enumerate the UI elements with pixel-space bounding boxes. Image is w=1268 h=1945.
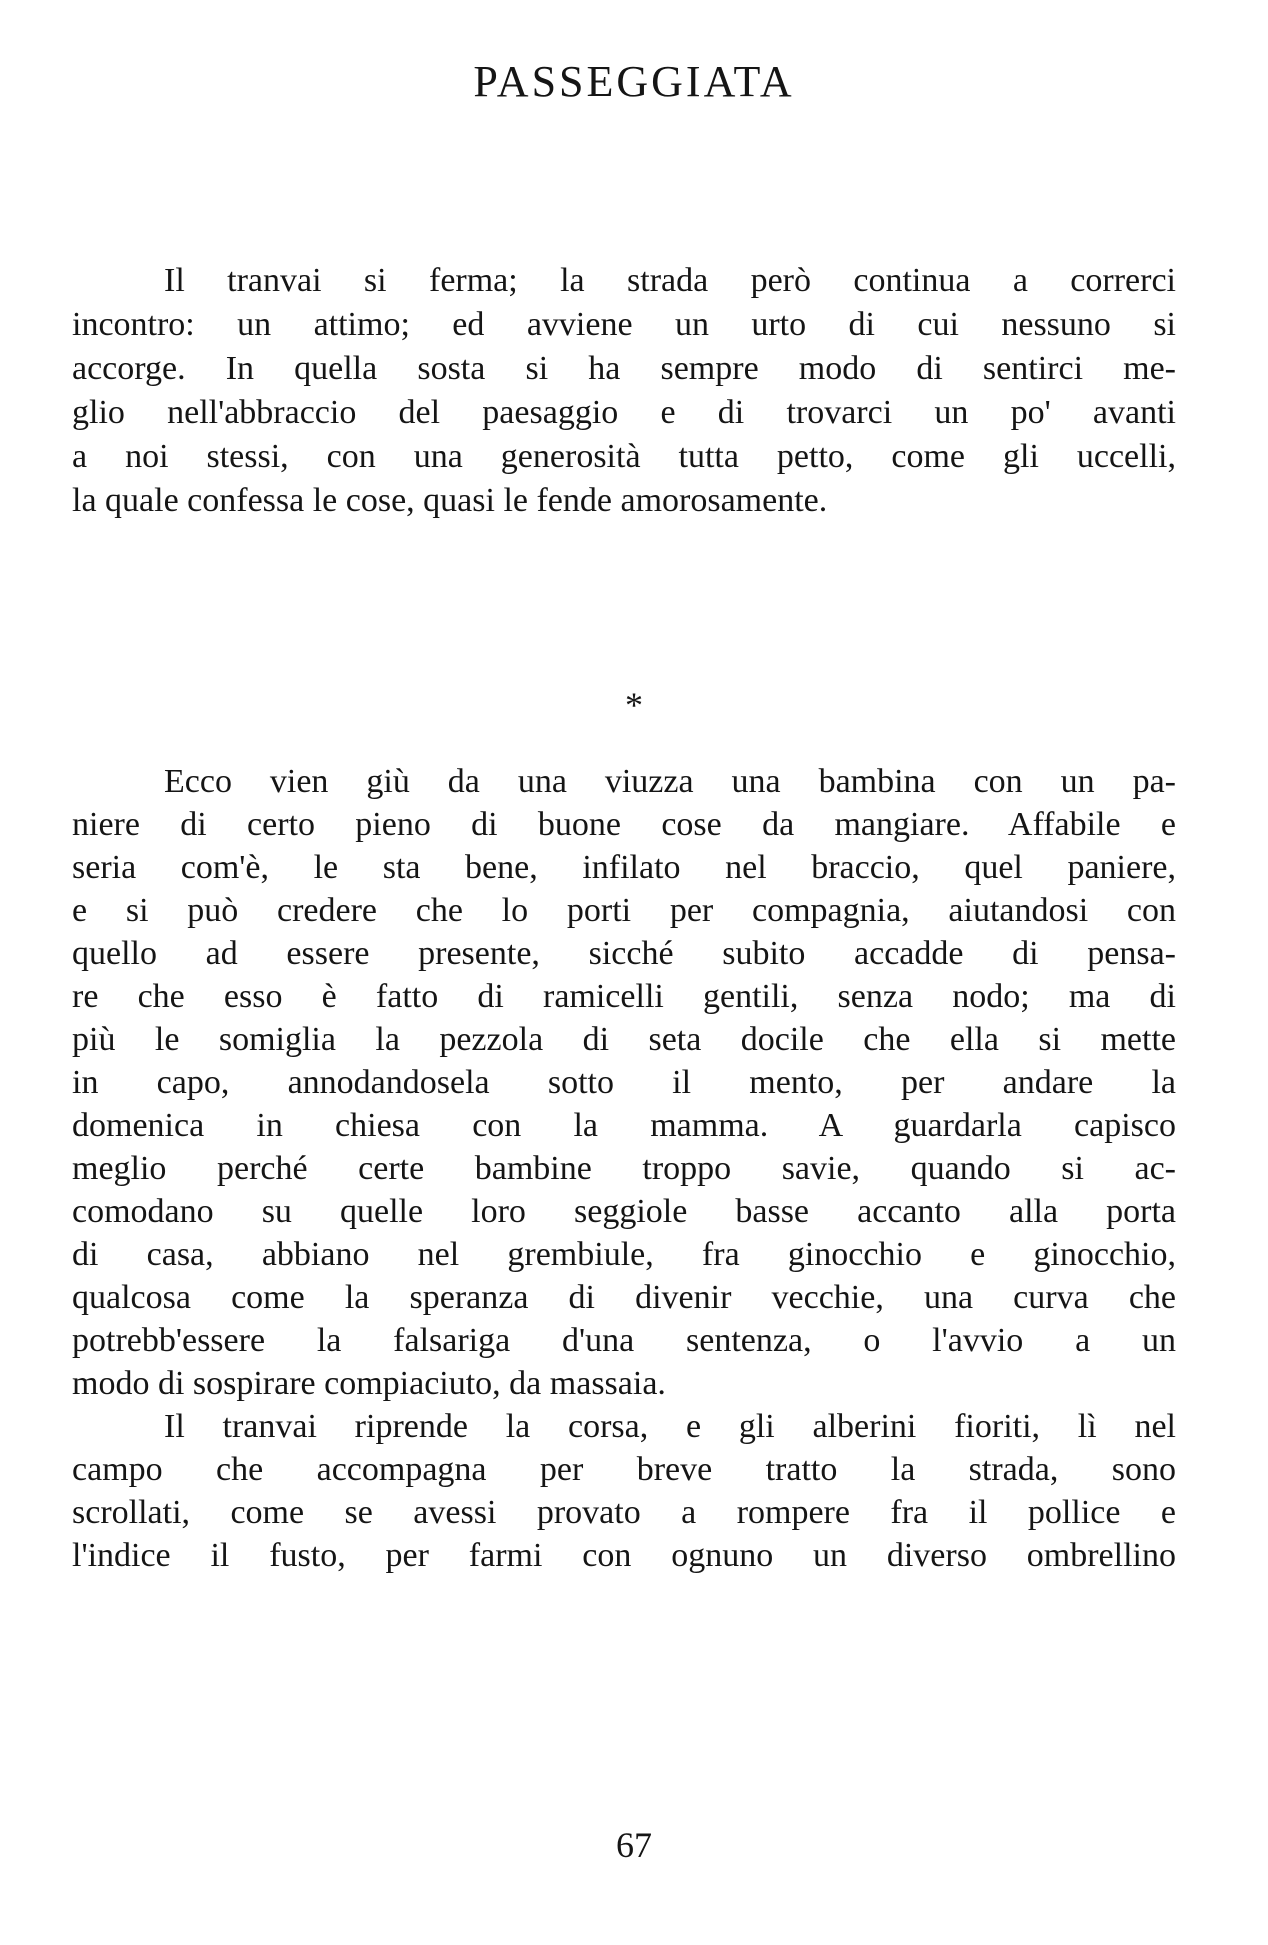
text-line: comodano su quelle loro seggiole basse accanto alla porta: [72, 1193, 1176, 1230]
text-line: Ecco vien giù da una viuzza una bambina con un pa-: [164, 763, 1176, 800]
section-separator: *: [625, 685, 643, 725]
text-line: di casa, abbiano nel grembiule, fra ginocchio e ginocchio,: [72, 1236, 1176, 1273]
text-line: glio nell'abbraccio del paesaggio e di trovarci un po' avanti: [72, 394, 1176, 431]
text-line: scrollati, come se avessi provato a rompere fra il pollice e: [72, 1494, 1176, 1531]
text-line: modo di sospirare compiaciuto, da massaia.: [72, 1365, 666, 1402]
text-line: seria com'è, le sta bene, infilato nel braccio, quel paniere,: [72, 849, 1176, 886]
text-line: re che esso è fatto di ramicelli gentili, senza nodo; ma di: [72, 978, 1176, 1015]
chapter-title: PASSEGGIATA: [473, 57, 795, 106]
text-line: in capo, annodandosela sotto il mento, per andare la: [72, 1064, 1176, 1101]
text-line: incontro: un attimo; ed avviene un urto di cui nessuno si: [72, 306, 1176, 343]
text-line: più le somiglia la pezzola di seta docile che ella si mette: [72, 1021, 1176, 1058]
page-number: 67: [616, 1825, 652, 1865]
text-line: qualcosa come la speranza di divenir vecchie, una curva che: [72, 1279, 1176, 1316]
text-line: niere di certo pieno di buone cose da mangiare. Affabile e: [72, 806, 1176, 843]
text-line: Il tranvai riprende la corsa, e gli alberini fioriti, lì nel: [164, 1408, 1176, 1445]
text-line: meglio perché certe bambine troppo savie, quando si ac-: [72, 1150, 1176, 1187]
text-line: quello ad essere presente, sicché subito accadde di pensa-: [72, 935, 1176, 972]
text-line: campo che accompagna per breve tratto la strada, sono: [72, 1451, 1176, 1488]
text-line: potrebb'essere la falsariga d'una sentenza, o l'avvio a un: [72, 1322, 1176, 1359]
text-line: accorge. In quella sosta si ha sempre modo di sentirci me-: [72, 350, 1176, 387]
text-line: Il tranvai si ferma; la strada però continua a correrci: [164, 262, 1176, 299]
text-line: domenica in chiesa con la mamma. A guardarla capisco: [72, 1107, 1176, 1144]
text-line: la quale confessa le cose, quasi le fende amorosamente.: [72, 482, 828, 519]
text-line: e si può credere che lo porti per compagnia, aiutandosi con: [72, 892, 1176, 929]
text-line: l'indice il fusto, per farmi con ognuno un diverso ombrellino: [72, 1537, 1176, 1574]
text-line: a noi stessi, con una generosità tutta petto, come gli uccelli,: [72, 438, 1176, 475]
